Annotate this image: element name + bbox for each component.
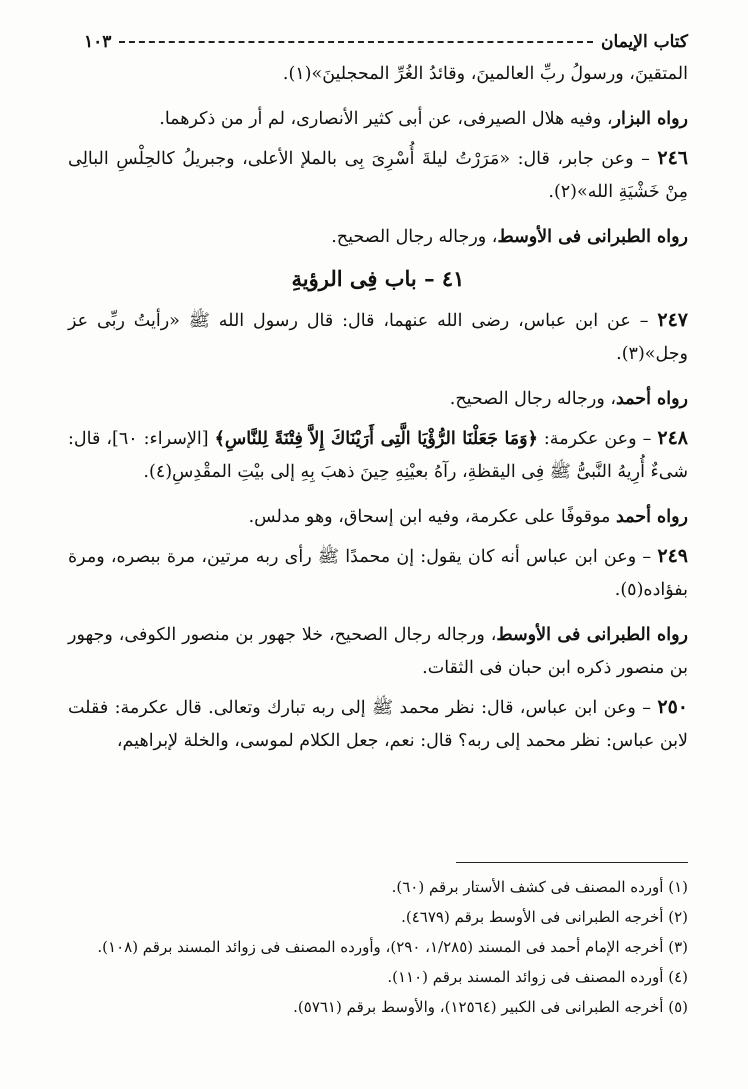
source-name: رواه الطبرانى فى الأوسط [497, 227, 688, 247]
hadith-number: ٢٤٦ [657, 147, 688, 169]
main-text [68, 58, 688, 758]
source-note: رواه أحمد موقوفًا على عكرمة، وفيه ابن إسحاق، وهو مدلس. [248, 507, 688, 527]
footnote-separator [456, 862, 688, 863]
source-note: رواه الطبرانى فى الأوسط، ورجاله رجال الصحيح، خلا جهور بن منصور الكوفى، وجهور بن منصور ذكره ابن حبان فى الثقات. [68, 625, 688, 678]
hadith-number: ٢٥٠ [657, 696, 688, 718]
source-note: رواه الطبرانى فى الأوسط، ورجاله رجال الصحيح. [331, 227, 688, 247]
hadith-246: ٢٤٦ – وعن جابر، قال: «مَرَرْتُ ليلةَ أُسْرِىَ بِى بالملإ الأعلى، وجبريلُ كالحِلْسِ البالِى مِنْ خَشْيَةِ الله»(٢). [68, 147, 688, 202]
hadith-250: ٢٥٠ – وعن ابن عباس، قال: نظر محمد ﷺ إلى ربه تبارك وتعالى. قال عكرمة: فقلت لابن عباس: نظر محمد إلى ربه؟ قال: نعم، جعل الكلام لموسى، والخلة لإبراهيم، [68, 696, 688, 751]
source-note: رواه البزار، وفيه هلال الصيرفى، عن أبى كثير الأنصارى، لم أر من ذكرهما. [159, 109, 688, 129]
footnotes [68, 872, 688, 1022]
footnote: (٢) أخرجه الطبرانى فى الأوسط برقم (٤٦٧٩). [401, 908, 688, 926]
source-name: رواه البزار [612, 109, 688, 129]
page-number: ١٠٣ [84, 32, 112, 52]
footnote: (٥) أخرجه الطبرانى فى الكبير (١٢٥٦٤)، والأوسط برقم (٥٧٦١). [293, 998, 688, 1016]
running-header [84, 28, 688, 56]
hadith-249: ٢٤٩ – وعن ابن عباس أنه كان يقول: إن محمدًا ﷺ رأى ربه مرتين، مرة ببصره، ومرة بفؤاده(٥). [68, 545, 688, 600]
hadith-number: ٢٤٩ [657, 545, 688, 567]
footnote: (٤) أورده المصنف فى زوائد المسند برقم (١١٠). [387, 968, 688, 986]
source-name: رواه أحمد [615, 389, 688, 409]
footnote: (٣) أخرجه الإمام أحمد فى المسند (١/٢٨٥، ٢٩٠)، وأورده المصنف فى زوائد المسند برقم (١٠٨). [97, 938, 688, 956]
header-dashed-rule [119, 41, 593, 43]
hadith-247: ٢٤٧ – عن ابن عباس، رضى الله عنهما، قال: قال رسول الله ﷺ «رأيتُ ربِّى عز وجل»(٣). [68, 309, 688, 364]
hadith-number: ٢٤٧ [657, 309, 688, 331]
source-name: رواه الطبرانى فى الأوسط [496, 625, 688, 645]
book-title: كتاب الإيمان [601, 32, 688, 52]
quran-verse: ﴿وَمَا جَعَلْنَا الرُّؤْيَا الَّتِى أَرَيْنَاكَ إِلاَّ فِتْنَةً لِلنَّاسِ﴾ [214, 429, 538, 449]
footnote: (١) أورده المصنف فى كشف الأستار برقم (٦٠). [391, 878, 688, 896]
hadith-number: ٢٤٨ [657, 427, 688, 449]
hadith-248: ٢٤٨ – وعن عكرمة: ﴿وَمَا جَعَلْنَا الرُّؤْيَا الَّتِى أَرَيْنَاكَ إِلاَّ فِتْنَةً لِلنَّاسِ﴾ [الإسراء: ٦٠]، قال: شىءٌ أُرِيهُ النَّبىُّ ﷺ فِى اليقظةِ، رآهُ بعيْنِهِ حِينَ ذهبَ بِهِ إلى بيْتِ المقْدِسِ(٤). [68, 427, 688, 482]
chapter-heading: ٤١ – باب فِى الرؤيةِ [291, 266, 465, 291]
continuation-line: المتقينَ، ورسولُ ربِّ العالمينَ، وقائدُ الغُرِّ المحجلينَ»(١). [282, 64, 688, 84]
source-note: رواه أحمد، ورجاله رجال الصحيح. [449, 389, 688, 409]
source-name: رواه أحمد [615, 507, 688, 527]
